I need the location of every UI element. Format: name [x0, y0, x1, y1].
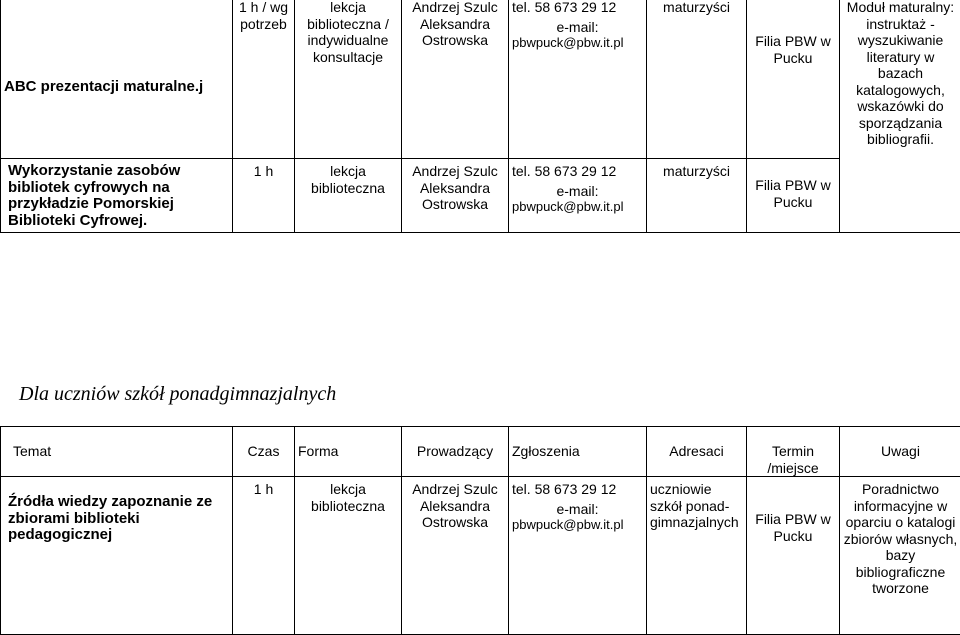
email-label: e-mail:	[512, 183, 643, 200]
audience-cell	[647, 159, 747, 233]
email-link[interactable]: pbwpuck@pbw.it.pl	[512, 517, 643, 534]
phone-text: tel. 58 673 29 12	[512, 481, 643, 498]
presenter-text: Andrzej Szulc Aleksandra Ostrowska	[412, 481, 498, 530]
email-link[interactable]: pbwpuck@pbw.it.pl	[512, 35, 643, 52]
audience-cell	[647, 0, 747, 159]
table-row	[1, 0, 960, 159]
audience-text: maturzyści	[663, 0, 730, 15]
bottom-table	[0, 426, 960, 635]
notes-cell	[840, 477, 960, 635]
table-row	[1, 477, 960, 635]
notes-cell	[840, 0, 960, 233]
form-cell	[295, 0, 402, 159]
presenter-text: Andrzej Szulc Aleksandra Ostrowska	[412, 0, 498, 48]
audience-cell	[647, 477, 747, 635]
topic-cell	[1, 0, 233, 159]
audience-text: maturzyści	[663, 163, 730, 179]
time-cell	[233, 159, 295, 233]
header-presenter: Prowadzący	[402, 427, 509, 477]
header-time: Czas	[233, 427, 295, 477]
time-cell	[233, 0, 295, 159]
topic-text: Wykorzystanie zasobów bibliotek cyfrowych na przykładzie Pomorskiej Biblioteki Cyfrowej.	[8, 162, 180, 229]
header-form: Forma	[295, 427, 402, 477]
place-cell	[747, 0, 840, 159]
form-text: lekcja biblioteczna / indywidualne konsultacje	[307, 0, 389, 65]
section-heading: Dla uczniów szkół ponadgimnazjalnych	[19, 383, 336, 406]
phone-text: tel. 58 673 29 12	[512, 0, 643, 16]
place-text: Filia PBW w Pucku	[755, 177, 830, 210]
form-cell	[295, 477, 402, 635]
presenter-cell	[402, 477, 509, 635]
topic-cell	[1, 477, 233, 635]
presenter-cell	[402, 159, 509, 233]
top-table	[0, 0, 960, 233]
email-link[interactable]: pbwpuck@pbw.it.pl	[512, 199, 643, 216]
contact-cell	[509, 159, 647, 233]
notes-text: Poradnictwo informacyjne w oparciu o katalogi zbiorów własnych, bazy bibliograficzne tworzone	[844, 481, 958, 596]
email-label: e-mail:	[512, 19, 643, 36]
place-text: Filia PBW w Pucku	[755, 511, 830, 544]
audience-text: uczniowie szkół ponad-gimnazjalnych	[650, 481, 739, 530]
form-text: lekcja biblioteczna	[311, 163, 385, 196]
form-cell	[295, 159, 402, 233]
place-text: Filia PBW w Pucku	[755, 33, 830, 66]
contact-cell	[509, 0, 647, 159]
header-topic: Temat	[1, 427, 233, 477]
time-text: 1 h	[254, 163, 273, 179]
header-row	[1, 427, 960, 477]
presenter-cell	[402, 0, 509, 159]
table-row	[1, 159, 960, 233]
time-text: 1 h / wg potrzeb	[239, 0, 288, 32]
presenter-text: Andrzej Szulc Aleksandra Ostrowska	[412, 163, 498, 212]
topic-text: Źródła wiedzy zapoznanie ze zbiorami biblioteki pedagogicznej	[8, 493, 212, 543]
header-audience: Adresaci	[647, 427, 747, 477]
place-cell	[747, 159, 840, 233]
phone-text: tel. 58 673 29 12	[512, 163, 643, 180]
time-cell	[233, 477, 295, 635]
place-cell	[747, 477, 840, 635]
time-text: 1 h	[254, 481, 273, 497]
contact-cell	[509, 477, 647, 635]
header-signup: Zgłoszenia	[509, 427, 647, 477]
topic-cell	[1, 159, 233, 233]
header-notes: Uwagi	[840, 427, 960, 477]
form-text: lekcja biblioteczna	[311, 481, 385, 514]
topic-text: ABC prezentacji maturalne.j	[4, 78, 203, 95]
email-label: e-mail:	[512, 501, 643, 518]
header-date-place: Termin /miejsce	[747, 427, 840, 477]
notes-text: Moduł maturalny: instruktaż - wyszukiwanie literatury w bazach katalogowych, wskazówki do sporządzania bibliografii.	[847, 0, 954, 147]
